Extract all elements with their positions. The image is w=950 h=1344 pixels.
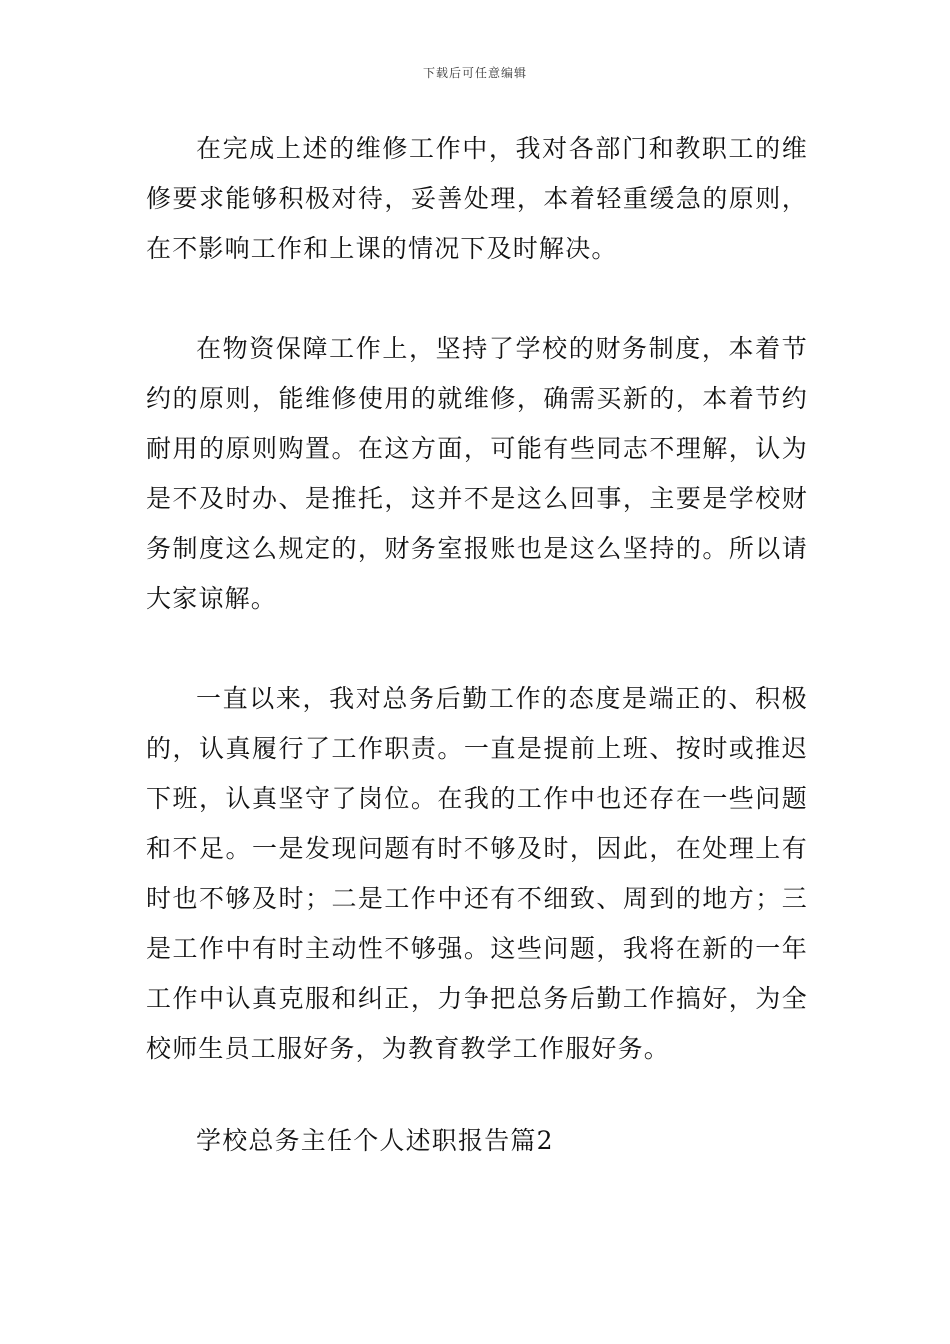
paragraph-work-attitude: 一直以来，我对总务后勤工作的态度是端正的、积极的，认真履行了工作职责。一直是提前上班、按时或推迟下班，认真坚守了岗位。在我的工作中也还存在一些问题和不足。一是发现问题有时不够及时，因此，在处理上有时也不够及时；二是工作中还有不细致、周到的地方；三是工作中有时主动性不够强。这些问题，我将在新的一年工作中认真克服和纠正，力争把总务后勤工作搞好，为全校师生员工服好务，为教育教学工作服好务。 <box>146 684 808 1063</box>
document-body <box>146 124 808 1166</box>
paragraph-repair-work: 在完成上述的维修工作中，我对各部门和教职工的维修要求能够积极对待，妥善处理，本着轻重缓急的原则，在不影响工作和上课的情况下及时解决。 <box>146 134 808 263</box>
section-heading: 学校总务主任个人述职报告篇2 <box>196 1126 554 1155</box>
paragraph-material-supply: 在物资保障工作上，坚持了学校的财务制度，本着节约的原则，能维修使用的就维修，确需买新的，本着节约耐用的原则购置。在这方面，可能有些同志不理解，认为是不及时办、是推托，这并不是这么回事，主要是学校财务制度这么规定的，财务室报账也是这么坚持的。所以请大家谅解。 <box>146 334 808 613</box>
page-header-note: 下载后可任意编辑 <box>422 66 527 80</box>
